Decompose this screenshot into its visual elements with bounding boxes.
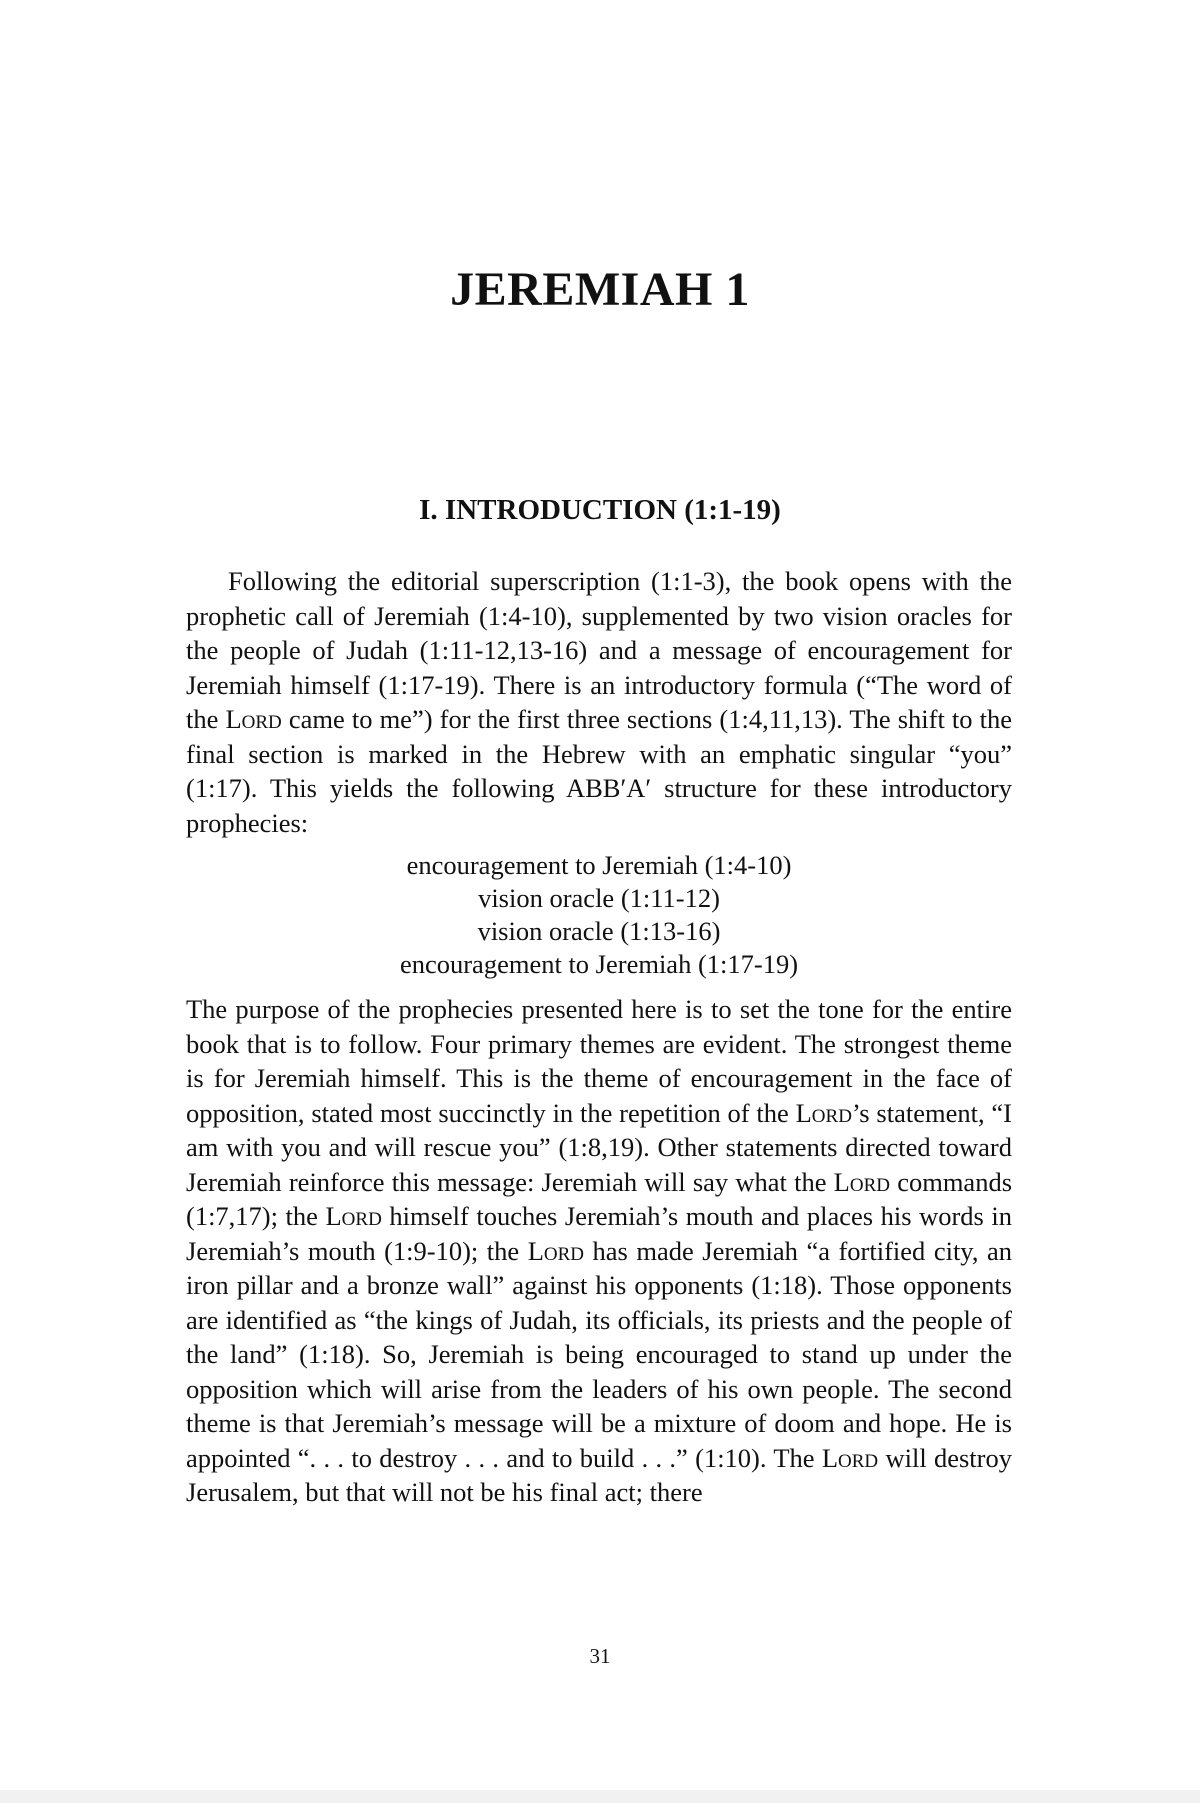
outline-item: vision oracle (1:11-12) [478, 883, 720, 913]
section-heading: I. INTRODUCTION (1:1-19) [419, 494, 781, 526]
chapter-title: JEREMIAH 1 [450, 263, 750, 316]
text-run: ’s statement, “I am with you and will rescue you” (1:8,19). Other statements directed toward Jeremiah reinforce this message: Jeremiah will say what the [186, 1097, 1013, 1197]
intro-paragraph [186, 564, 1012, 840]
text-run: The purpose of the prophecies presented here is to set the tone for the entire book that is to follow. Four primary themes are evident. The strongest theme is for Jeremiah himself. This is the theme of encouragement in the face of opposition, stated most succinctly in the repetition of the [186, 994, 1012, 1128]
text-run: has made Jeremiah “a fortified city, an iron pillar and a bronze wall” against his opponents (1:18). Those opponents are identified as “the kings of Judah, its officials, its priests and the people of the land” (1:18). So, Jeremiah is being encouraged to stand up under the opposition which will arise from the leaders of his own people. The second theme is that Jeremiah’s message will be a mixture of doom and hope. He is appointed “. . . to destroy . . . and to build . . .” (1:10). The [186, 1235, 1012, 1473]
themes-paragraph [186, 992, 1012, 1510]
outline-item: encouragement to Jeremiah (1:17-19) [399, 949, 799, 979]
structure-outline [186, 849, 1012, 981]
viewer-bottom-edge [0, 1790, 1200, 1803]
lord-small-caps: Lord [833, 1166, 890, 1197]
outline-item: vision oracle (1:13-16) [477, 916, 721, 946]
lord-small-caps: Lord [325, 1201, 382, 1231]
lord-small-caps: Lord [795, 1097, 852, 1128]
text-run: himself touches Jeremiah’s mouth and places his words in Jeremiah’s mouth (1:9-10); the [186, 1201, 1013, 1266]
text-run: will destroy Jerusalem, but that will not be his final act; there [186, 1442, 1012, 1507]
page-number: 31 [589, 1644, 611, 1668]
lord-small-caps: Lord [821, 1442, 879, 1473]
lord-small-caps: Lord [225, 704, 282, 734]
lord-small-caps: Lord [527, 1235, 585, 1266]
text-run: commands (1:7,17); the [186, 1166, 1013, 1231]
text-run: Following the editorial superscription (1:1-3), the book opens with the prophetic call of Jeremiah (1:4-10), supplemented by two vision oracles for the people of Judah (1:11-12,13-16) and a message of encouragement for Jeremiah himself (1:17-19). There is an introductory formula (“The word of the [186, 566, 1012, 734]
text-run: came to me”) for the first three sections (1:4,11,13). The shift to the final section is marked in the Hebrew with an emphatic singular “you” (1:17). This yields the following ABB′A′ structure for these introductory prophecies: [186, 704, 1012, 838]
outline-item: encouragement to Jeremiah (1:4-10) [406, 850, 792, 880]
